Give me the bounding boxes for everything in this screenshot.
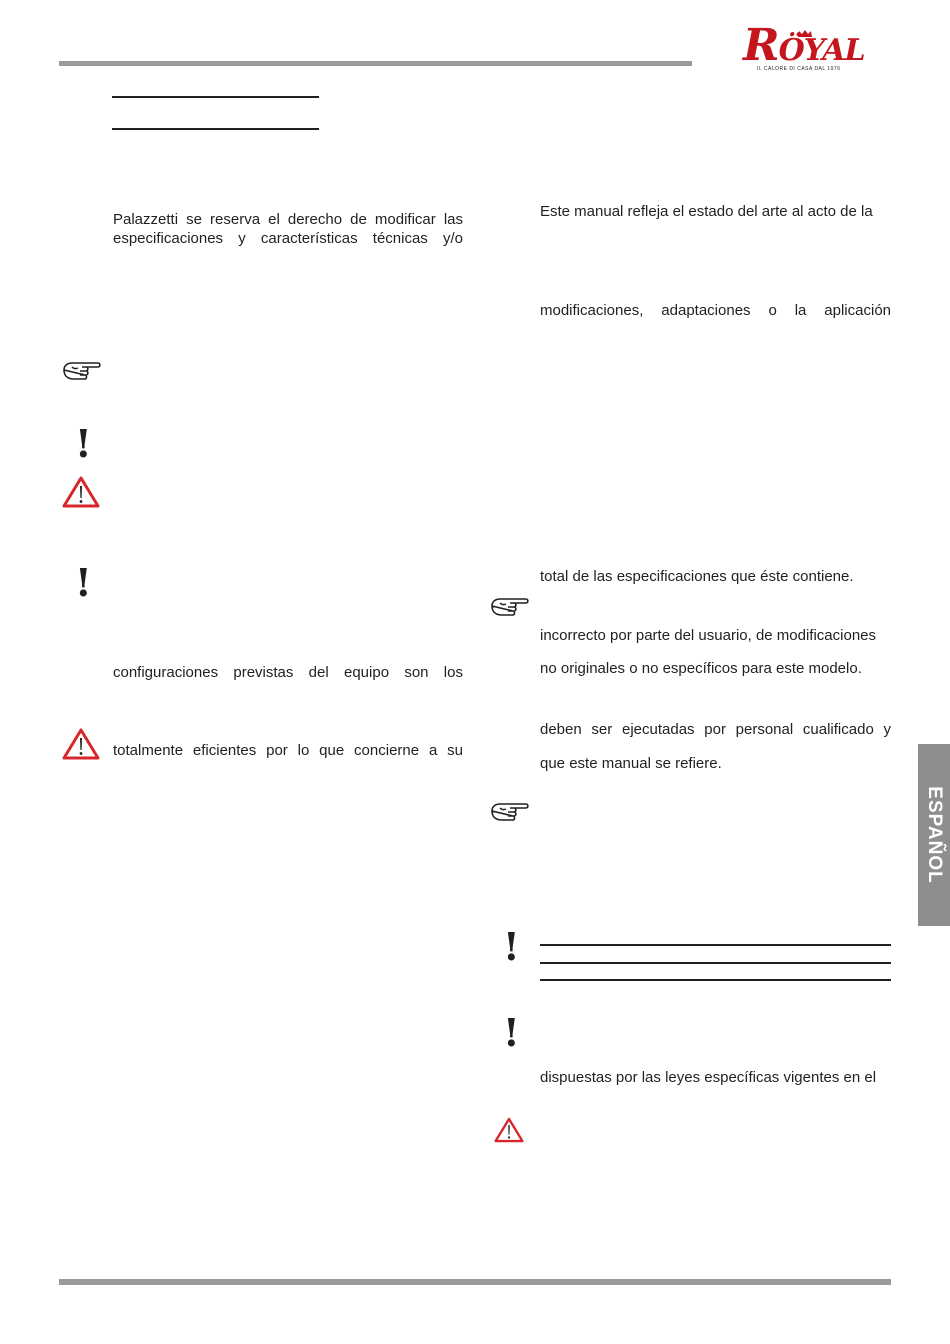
left-paragraph-line: especificaciones y características técnicas y/o (113, 230, 463, 247)
left-paragraph-line: Palazzetti se reserva el derecho de modificar las (113, 211, 463, 228)
warning-triangle-icon (62, 476, 100, 508)
logo-tagline: IL CALORE DI CASA DAL 1976 (757, 66, 841, 72)
right-paragraph-line: dispuestas por las leyes específicas vigentes en el (540, 1069, 877, 1086)
pointing-hand-icon (62, 360, 102, 384)
logo-wordmark: RÖYAL (743, 20, 865, 71)
warning-triangle-icon (494, 1117, 524, 1143)
right-paragraph-line: que este manual se refiere. (540, 755, 722, 772)
language-tab (918, 744, 950, 926)
left-paragraph-line: totalmente eficientes por lo que concierne a su (113, 742, 463, 759)
royal-logo (743, 20, 865, 76)
right-paragraph-line: deben ser ejecutadas por personal cualificado y (540, 721, 891, 738)
right-paragraph-line: no originales o no específicos para este modelo. (540, 660, 862, 677)
left-paragraph-line: configuraciones previstas del equipo son los (113, 664, 463, 681)
exclamation-icon: ! (503, 924, 520, 969)
form-rule (540, 979, 891, 981)
form-rule (540, 962, 891, 964)
heading-underline (112, 96, 319, 98)
warning-triangle-icon (62, 728, 100, 760)
right-paragraph-line: total de las especificaciones que éste contiene. (540, 568, 854, 585)
language-tab-label: ESPAÑOL (924, 786, 945, 884)
heading-underline (112, 128, 319, 130)
exclamation-icon: ! (75, 421, 92, 466)
exclamation-icon: ! (75, 560, 92, 605)
right-paragraph-line: Este manual refleja el estado del arte al acto de la (540, 203, 873, 220)
footer-rule (59, 1279, 891, 1285)
pointing-hand-icon (490, 596, 530, 620)
right-paragraph-line: modificaciones, adaptaciones o la aplicación (540, 302, 891, 319)
right-paragraph-line: incorrecto por parte del usuario, de modificaciones (540, 627, 877, 644)
pointing-hand-icon (490, 801, 530, 825)
exclamation-icon: ! (503, 1010, 520, 1055)
header-rule (59, 61, 692, 66)
form-rule (540, 944, 891, 946)
